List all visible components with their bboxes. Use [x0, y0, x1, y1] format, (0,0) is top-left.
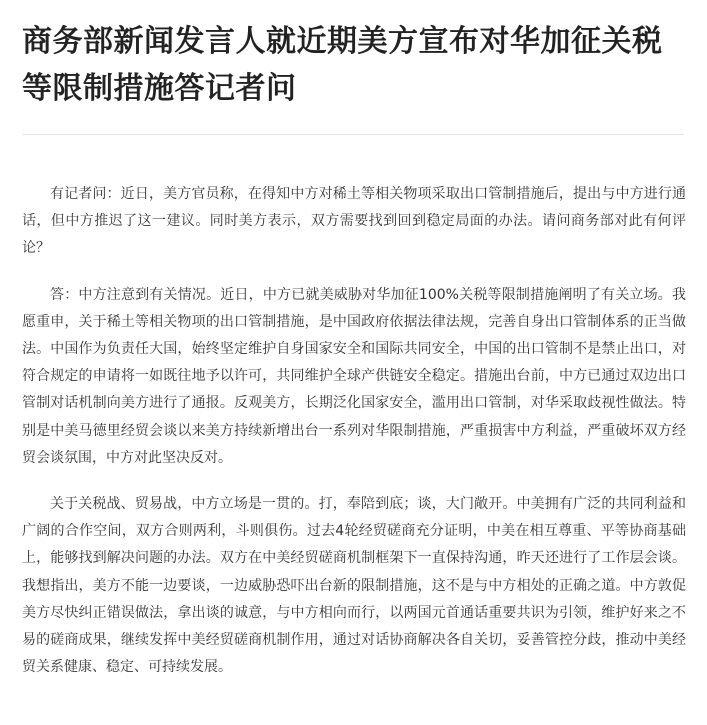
- paragraph-answer: 答：中方注意到有关情况。近日，中方已就美威胁对华加征100%关税等限制措施阐明了有关立场。我愿重申，关于稀土等相关物项的出口管制措施，是中国政府依据法律法规，完善自身出口管制体系的正当做法。中国作为负责任大国，始终坚定维护自身国家安全和国际共同安全，中国的出口管制不是禁止出口，对符合规定的申请将一如既往地予以许可，共同维护全球产供链安全稳定。措施出台前，中方已通过双边出口管制对话机制向美方进行了通报。反观美方，长期泛化国家安全，滥用出口管制，对华采取歧视性做法。特别是中美马德里经贸会谈以来美方持续新增出台一系列对华限制措施，严重损害中方利益，严重破坏双方经贸会谈氛围，中方对此坚决反对。: [22, 286, 686, 466]
- paragraph-tariff-position: 关于关税战、贸易战，中方立场是一贯的。打，奉陪到底；谈，大门敞开。中美拥有广泛的共同利益和广阔的合作空间，双方合则两利，斗则俱伤。过去4轮经贸磋商充分证明，中美在相互尊重、平等协商基础上，能够找到解决问题的办法。双方在中美经贸磋商机制框架下一直保持沟通，昨天还进行了工作层会谈。我想指出，美方不能一边要谈，一边威胁恐吓出台新的限制措施，这不是与中方相处的正确之道。中方敦促美方尽快纠正错误做法，拿出谈的诚意，与中方相向而行，以两国元首通话重要共识为引领，维护好来之不易的磋商成果，继续发挥中美经贸磋商机制作用，通过对话协商解决各自关切，妥善管控分歧，推动中美经贸关系健康、稳定、可持续发展。: [22, 496, 686, 676]
- article: [22, 0, 686, 700]
- article-title: 商务部新闻发言人就近期美方宣布对华加征关税等限制措施答记者问: [22, 24, 663, 106]
- article-body: [22, 181, 686, 681]
- title-divider: [22, 134, 684, 135]
- paragraph-question: 有记者问：近日，美方官员称，在得知中方对稀土等相关物项采取出口管制措施后，提出与中方进行通话，但中方推迟了这一建议。同时美方表示，双方需要找到回到稳定局面的办法。请问商务部对此有何评论？: [22, 186, 686, 257]
